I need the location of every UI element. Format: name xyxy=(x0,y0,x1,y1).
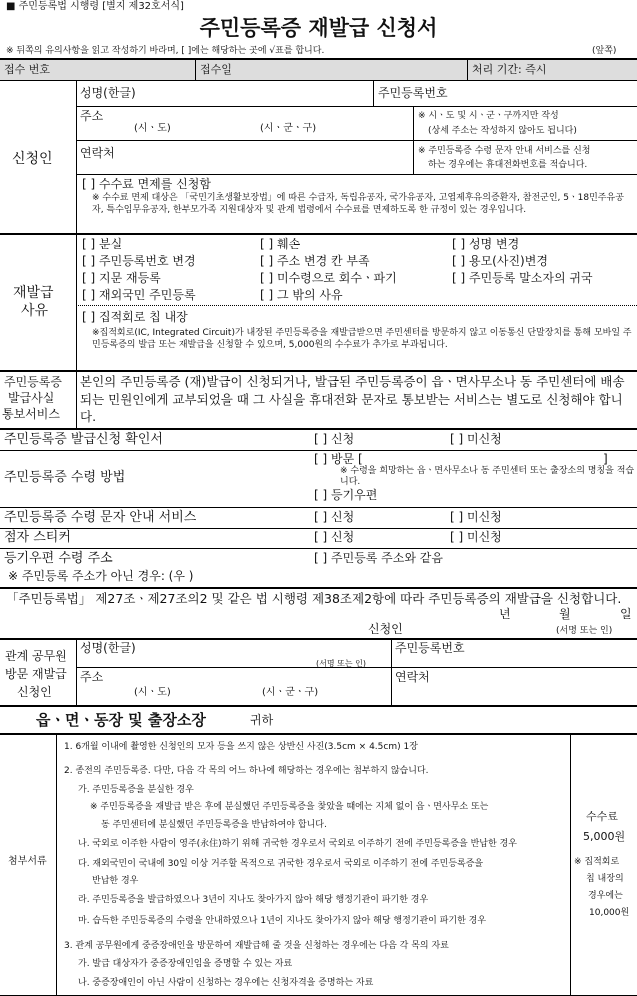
reason-return[interactable]: [ ] 주민등록 말소자의 귀국 xyxy=(452,271,593,285)
attach-item-2a-note: ※ 주민등록증을 재발급 받은 후에 분실했던 주민등록증을 찾았을 때에는 지체 없이 읍ㆍ면사무소 또는 xyxy=(90,802,489,812)
reason-photo-change[interactable]: [ ] 용모(사진)변경 xyxy=(452,254,548,268)
fee-label: 수수료 xyxy=(586,810,618,823)
date-year[interactable]: 년 xyxy=(499,607,511,621)
attach-item-2c: 다. 재외국민이 국내에 30일 이상 거주할 목적으로 귀국한 경우로서 국외로 이주하기 전에 주민등록증을 xyxy=(78,859,484,869)
address-note-detail: (상세 주소는 작성하지 않아도 됩니다) xyxy=(428,126,577,136)
ic-chip-checkbox[interactable]: [ ] 집적회로 칩 내장 xyxy=(82,310,188,324)
ic-chip-note: ※집적회로(IC, Integrated Circuit)가 내장된 주민등록증을 재발급받으면 주민센터를 방문하지 않고 이동통신 단말장치를 통해 모바일 주민등록증의 발급 또는 재발급을 신청할 수 있으며, 5,000원의 수수료가 추가로 부과됩니다. xyxy=(92,328,632,351)
notify-text: 본인의 주민등록증 (재)발급이 신청되거나, 발급된 주민등록증이 읍ㆍ면사무소나 동 주민센터에 배송 되는 민원인에게 교부되었을 때 그 사실을 휴대전화 문자로 통보받는 서비스는 별도로 신청해야 합니다. xyxy=(80,374,625,424)
official-sido: (시ㆍ도) xyxy=(134,687,171,698)
braille-no-apply[interactable]: [ ] 미신청 xyxy=(450,530,502,544)
reason-other[interactable]: [ ] 그 밖의 사유 xyxy=(260,288,343,302)
reason-damaged[interactable]: [ ] 훼손 xyxy=(260,237,301,251)
declaration-text: 「주민등록법」 제27조ㆍ제27조의2 및 같은 법 시행령 제38조제2항에 따라 주민등록증의 재발급을 신청합니다. xyxy=(6,591,622,606)
confirm-label: 주민등록증 발급신청 확인서 xyxy=(4,432,163,447)
instruction-note: ※ 뒤쪽의 유의사항을 읽고 작성하기 바라며, [ ]에는 해당하는 곳에 √표를 합니다. xyxy=(6,46,325,56)
name-field-label[interactable]: 성명(한글) xyxy=(80,86,136,100)
contact-field-label[interactable]: 연락처 xyxy=(80,146,115,160)
braille-apply[interactable]: [ ] 신청 xyxy=(314,530,355,544)
attach-item-3a: 가. 발급 대상자가 중증장애인임을 증명할 수 있는 자료 xyxy=(78,959,293,969)
date-month[interactable]: 월 xyxy=(559,607,571,621)
notify-label-2: 발급사실 xyxy=(8,391,55,405)
visit-bracket-close: ] xyxy=(603,452,608,466)
fee-note-1: ※ 집적회로 xyxy=(574,857,620,867)
official-address-label[interactable]: 주소 xyxy=(80,670,104,684)
official-label-3: 신청인 xyxy=(17,685,52,699)
attach-item-2a-note-cont: 동 주민센터에 분실했던 주민등록증을 반납하여야 합니다. xyxy=(101,820,327,830)
visit-note: ※ 수령을 희망하는 읍ㆍ면사무소나 동 주민센터 또는 출장소의 명칭을 적습니다. xyxy=(340,466,635,487)
sms-service-label: 주민등록증 수령 문자 안내 서비스 xyxy=(4,510,197,525)
official-sign[interactable]: (서명 또는 인) xyxy=(316,659,366,668)
other-address-note[interactable]: ※ 주민등록 주소가 아닌 경우: (우 ) xyxy=(8,569,194,583)
attach-item-2a: 가. 주민등록증을 분실한 경우 xyxy=(78,785,194,795)
contact-note: ※ 주민등록증 수령 문자 안내 서비스를 신청 xyxy=(418,146,591,156)
mail-address-label: 등기우편 수령 주소 xyxy=(4,551,113,566)
official-rrn-label[interactable]: 주민등록번호 xyxy=(395,641,465,655)
attach-item-2d: 라. 주민등록증을 발급하였으나 3년이 지나도 찾아가지 않아 해당 행정기관이 파기한 경우 xyxy=(78,895,429,905)
recipient-name: 읍ㆍ면ㆍ동장 및 출장소장 xyxy=(36,711,206,729)
reason-rrn-change[interactable]: [ ] 주민등록번호 변경 xyxy=(82,254,196,268)
reason-label-1: 재발급 xyxy=(13,285,54,301)
reason-address-full[interactable]: [ ] 주소 변경 칸 부족 xyxy=(260,254,370,268)
reason-overseas[interactable]: [ ] 재외국민 주민등록 xyxy=(82,288,196,302)
rrn-field-label[interactable]: 주민등록번호 xyxy=(378,86,448,100)
date-day[interactable]: 일 xyxy=(620,607,632,621)
fee-note-2: 칩 내장의 xyxy=(586,874,624,884)
official-contact-label[interactable]: 연락처 xyxy=(395,670,430,684)
fee-note-4: 10,000원 xyxy=(589,908,630,918)
reason-label-2: 사유 xyxy=(21,303,49,319)
sms-apply[interactable]: [ ] 신청 xyxy=(314,510,355,524)
attach-item-2e: 마. 습득한 주민등록증의 수령을 안내하였으나 1년이 지나도 찾아가지 않아 해당 행정기관이 파기한 경우 xyxy=(78,916,487,926)
applicant-label: 신청인 xyxy=(12,151,53,167)
receipt-number-label: 접수 번호 xyxy=(4,63,51,76)
reason-unclaimed[interactable]: [ ] 미수령으로 회수ㆍ파기 xyxy=(260,271,397,285)
notify-label-1: 주민등록증 xyxy=(4,375,62,389)
contact-note-detail: 하는 경우에는 휴대전화번호를 적습니다. xyxy=(428,160,588,170)
sigungu-label: (시ㆍ군ㆍ구) xyxy=(260,123,317,134)
method-mail[interactable]: [ ] 등기우편 xyxy=(314,488,378,502)
sms-no-apply[interactable]: [ ] 미신청 xyxy=(450,510,502,524)
receipt-method-label: 주민등록증 수령 방법 xyxy=(4,470,126,485)
fee-note-3: 경우에는 xyxy=(588,891,623,901)
notify-label-3: 통보서비스 xyxy=(2,407,60,421)
fee-exempt-note: ※ 수수료 면제 대상은 「국민기초생활보장법」에 따른 수급자, 독립유공자, 국가유공자, 고엽제후유의증환자, 참전군인, 5ㆍ18민주유공자, 특수임무유공자, 한부모가족 지원대상자 및 관계 법령에서 수수료를 면제하도록 한 규정이 있는 경우입니다. xyxy=(92,193,624,216)
address-field-label[interactable]: 주소 xyxy=(80,109,104,123)
receipt-date-label: 접수일 xyxy=(200,63,232,76)
processing-period: 처리 기간: 즉시 xyxy=(472,63,547,76)
official-name-label[interactable]: 성명(한글) xyxy=(80,641,136,655)
braille-label: 점자 스티커 xyxy=(4,530,71,545)
reason-name-change[interactable]: [ ] 성명 변경 xyxy=(452,237,520,251)
attach-item-2: 2. 종전의 주민등록증. 다만, 다음 각 목의 어느 하나에 해당하는 경우에는 첨부하지 않습니다. xyxy=(64,766,429,776)
attach-item-3b: 나. 중증장애인이 아닌 사람이 신청하는 경우에는 신청자격을 증명하는 자료 xyxy=(78,978,374,988)
confirm-apply[interactable]: [ ] 신청 xyxy=(314,432,355,446)
confirm-no-apply[interactable]: [ ] 미신청 xyxy=(450,432,502,446)
method-visit[interactable]: [ ] 방문 [ xyxy=(314,452,363,466)
official-label-1: 관계 공무원 xyxy=(5,649,67,663)
declaration-sign[interactable]: (서명 또는 인) xyxy=(556,626,613,636)
official-label-2: 방문 재발급 xyxy=(5,667,67,681)
official-sigungu: (시ㆍ군ㆍ구) xyxy=(262,687,319,698)
attach-item-3: 3. 관계 공무원에게 중증장애인을 방문하여 재발급해 줄 것을 신청하는 경우에는 다음 각 목의 자료 xyxy=(64,941,449,951)
attachments-label: 첨부서류 xyxy=(8,856,47,867)
declaration-applicant: 신청인 xyxy=(368,622,403,636)
attach-item-1: 1. 6개월 이내에 촬영한 신청인의 모자 등을 쓰지 않은 상반신 사진(3.5cm × 4.5cm) 1장 xyxy=(64,742,418,752)
recipient-suffix: 귀하 xyxy=(250,713,274,727)
page-title: 주민등록증 재발급 신청서 xyxy=(199,16,438,40)
reason-fingerprint[interactable]: [ ] 지문 재등록 xyxy=(82,271,161,285)
reason-lost[interactable]: [ ] 분실 xyxy=(82,237,123,251)
form-reference: ■ 주민등록법 시행령 [별지 제32호서식] xyxy=(6,1,184,12)
sido-label: (시ㆍ도) xyxy=(134,123,171,134)
same-address-checkbox[interactable]: [ ] 주민등록 주소와 같음 xyxy=(314,551,443,565)
attach-item-2b: 나. 국외로 이주한 사람이 영주(永住)하기 위해 귀국한 경우로서 국외로 이주하기 전에 주민등록증을 반납한 경우 xyxy=(78,839,517,849)
attach-item-2c-cont: 반납한 경우 xyxy=(92,876,139,886)
address-note: ※ 시ㆍ도 및 시ㆍ군ㆍ구까지만 작성 xyxy=(418,111,559,121)
fee-exempt-checkbox[interactable]: [ ] 수수료 면제를 신청함 xyxy=(82,177,211,191)
page-side: (앞쪽) xyxy=(592,46,617,56)
fee-amount: 5,000원 xyxy=(583,830,626,843)
